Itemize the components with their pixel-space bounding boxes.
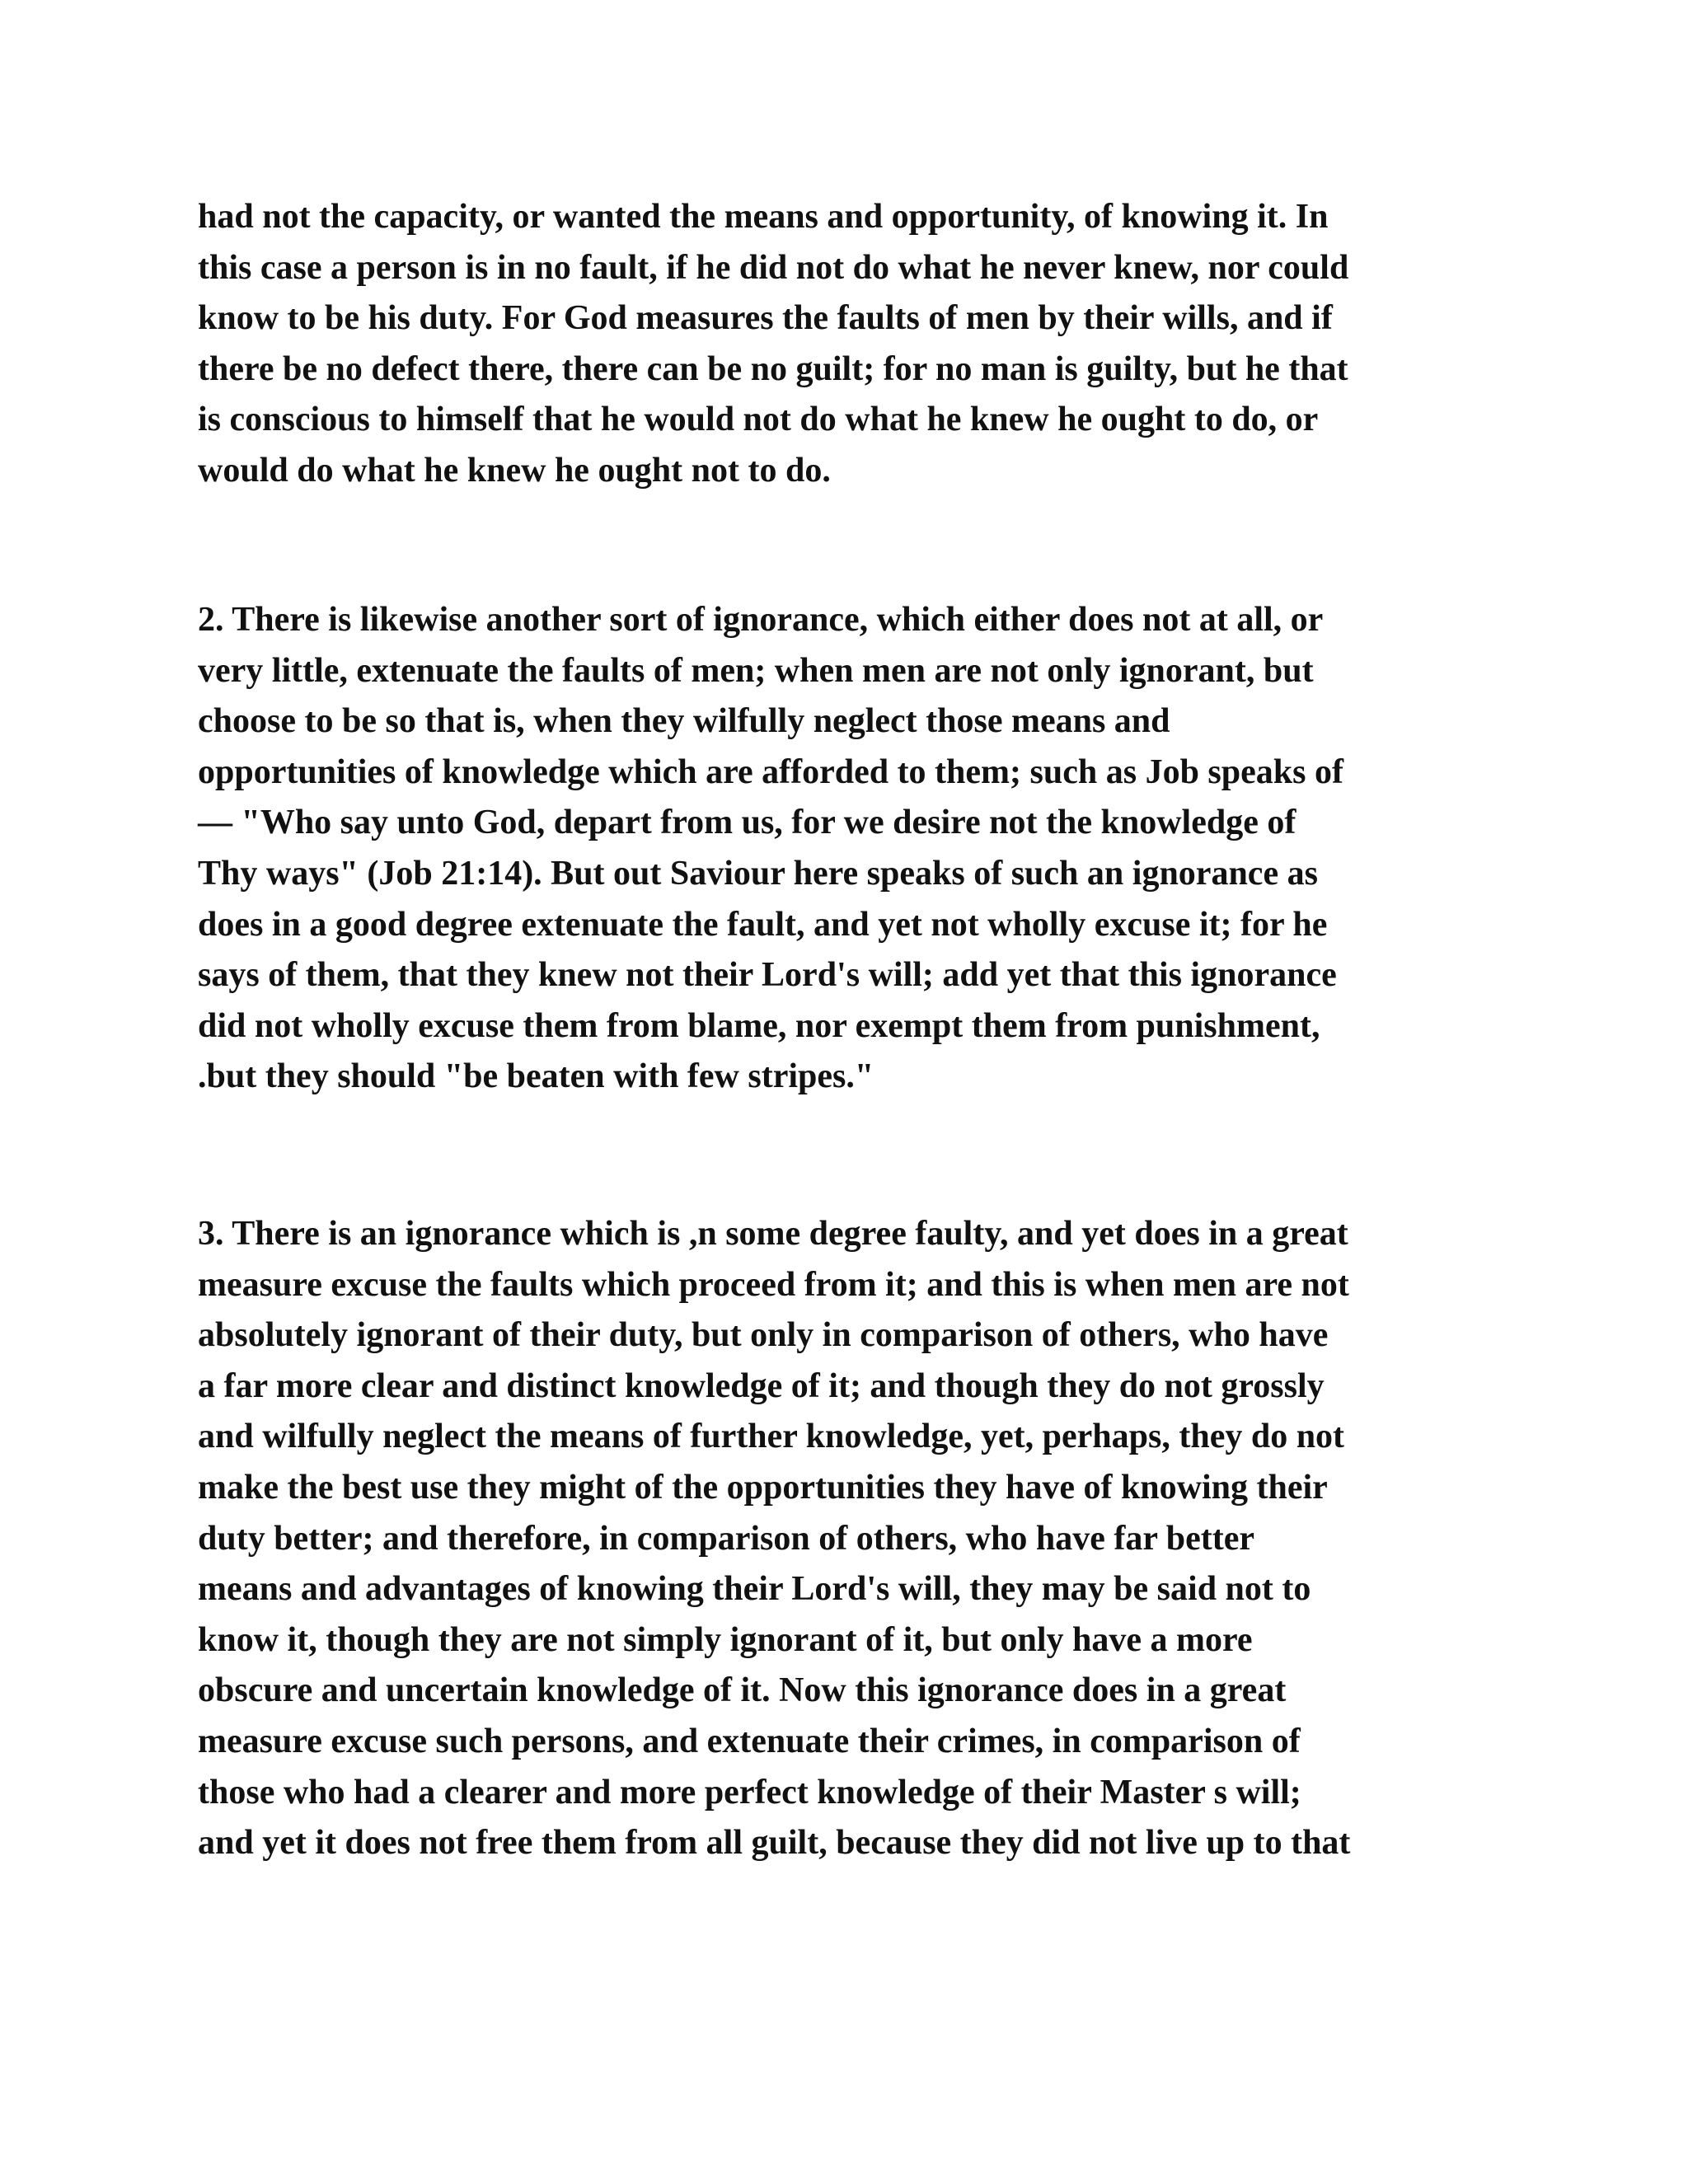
paragraph-line: had not the capacity, or wanted the means and opportunity, of knowing it. In	[198, 198, 1329, 236]
paragraph-line: .but they should "be beaten with few stripes."	[198, 1057, 874, 1096]
paragraph-line: choose to be so that is, when they wilfully neglect those means and	[198, 702, 1170, 741]
paragraph-line: there be no defect there, there can be no guilt; for no man is guilty, but he that	[198, 349, 1348, 388]
paragraph-line: says of them, that they knew not their Lord's will; add yet that this ignorance	[198, 956, 1337, 995]
paragraph-line: is conscious to himself that he would not do what he knew he ought to do, or	[198, 401, 1319, 439]
paragraph-line: Thy ways" (Job 21:14). But out Saviour here speaks of such an ignorance as	[198, 854, 1318, 893]
paragraph-line: would do what he knew he ought not to do.	[198, 451, 831, 490]
paragraph-line: 2. There is likewise another sort of ignorance, which either does not at all, or	[198, 601, 1324, 639]
paragraph-line: measure excuse such persons, and extenuate their crimes, in comparison of	[198, 1722, 1301, 1760]
paragraph-line: does in a good degree extenuate the fault, and yet not wholly excuse it; for he	[198, 905, 1328, 944]
paragraph-line: this case a person is in no fault, if he did not do what he never knew, nor could	[198, 248, 1349, 287]
paragraph-line: 3. There is an ignorance which is ,n some degree faulty, and yet does in a great	[198, 1215, 1348, 1253]
paragraph-line: obscure and uncertain knowledge of it. Now this ignorance does in a great	[198, 1671, 1287, 1710]
paragraph-2	[198, 595, 1484, 1103]
paragraph-line: know it, though they are not simply ignorant of it, but only have a more	[198, 1620, 1253, 1659]
paragraph-3	[198, 1209, 1484, 1869]
paragraph-line: and wilfully neglect the means of further knowledge, yet, perhaps, they do not	[198, 1418, 1345, 1456]
paragraph-line: opportunities of knowledge which are afforded to them; such as Job speaks of	[198, 752, 1343, 791]
paragraph-line: measure excuse the faults which proceed from it; and this is when men are not	[198, 1265, 1349, 1304]
paragraph-line: a far more clear and distinct knowledge of it; and though they do not grossly	[198, 1366, 1325, 1405]
paragraph-line: those who had a clearer and more perfect knowledge of their Master s will;	[198, 1773, 1301, 1811]
paragraph-line: duty better; and therefore, in comparison of others, who have far better	[198, 1519, 1254, 1558]
paragraph-1	[198, 192, 1484, 497]
paragraph-line: absolutely ignorant of their duty, but only in comparison of others, who have	[198, 1316, 1329, 1355]
paragraph-line: — "Who say unto God, depart from us, for we desire not the knowledge of	[198, 804, 1296, 842]
paragraph-line: means and advantages of knowing their Lord's will, they may be said not to	[198, 1570, 1311, 1609]
paragraph-line: and yet it does not free them from all guilt, because they did not live up to that	[198, 1824, 1351, 1863]
paragraph-line: very little, extenuate the faults of men; when men are not only ignorant, but	[198, 651, 1314, 690]
paragraph-line: did not wholly excuse them from blame, nor exempt them from punishment,	[198, 1006, 1320, 1045]
paragraph-line: know to be his duty. For God measures the faults of men by their wills, and if	[198, 299, 1333, 338]
paragraph-line: make the best use they might of the opportunities they have of knowing their	[198, 1468, 1328, 1507]
